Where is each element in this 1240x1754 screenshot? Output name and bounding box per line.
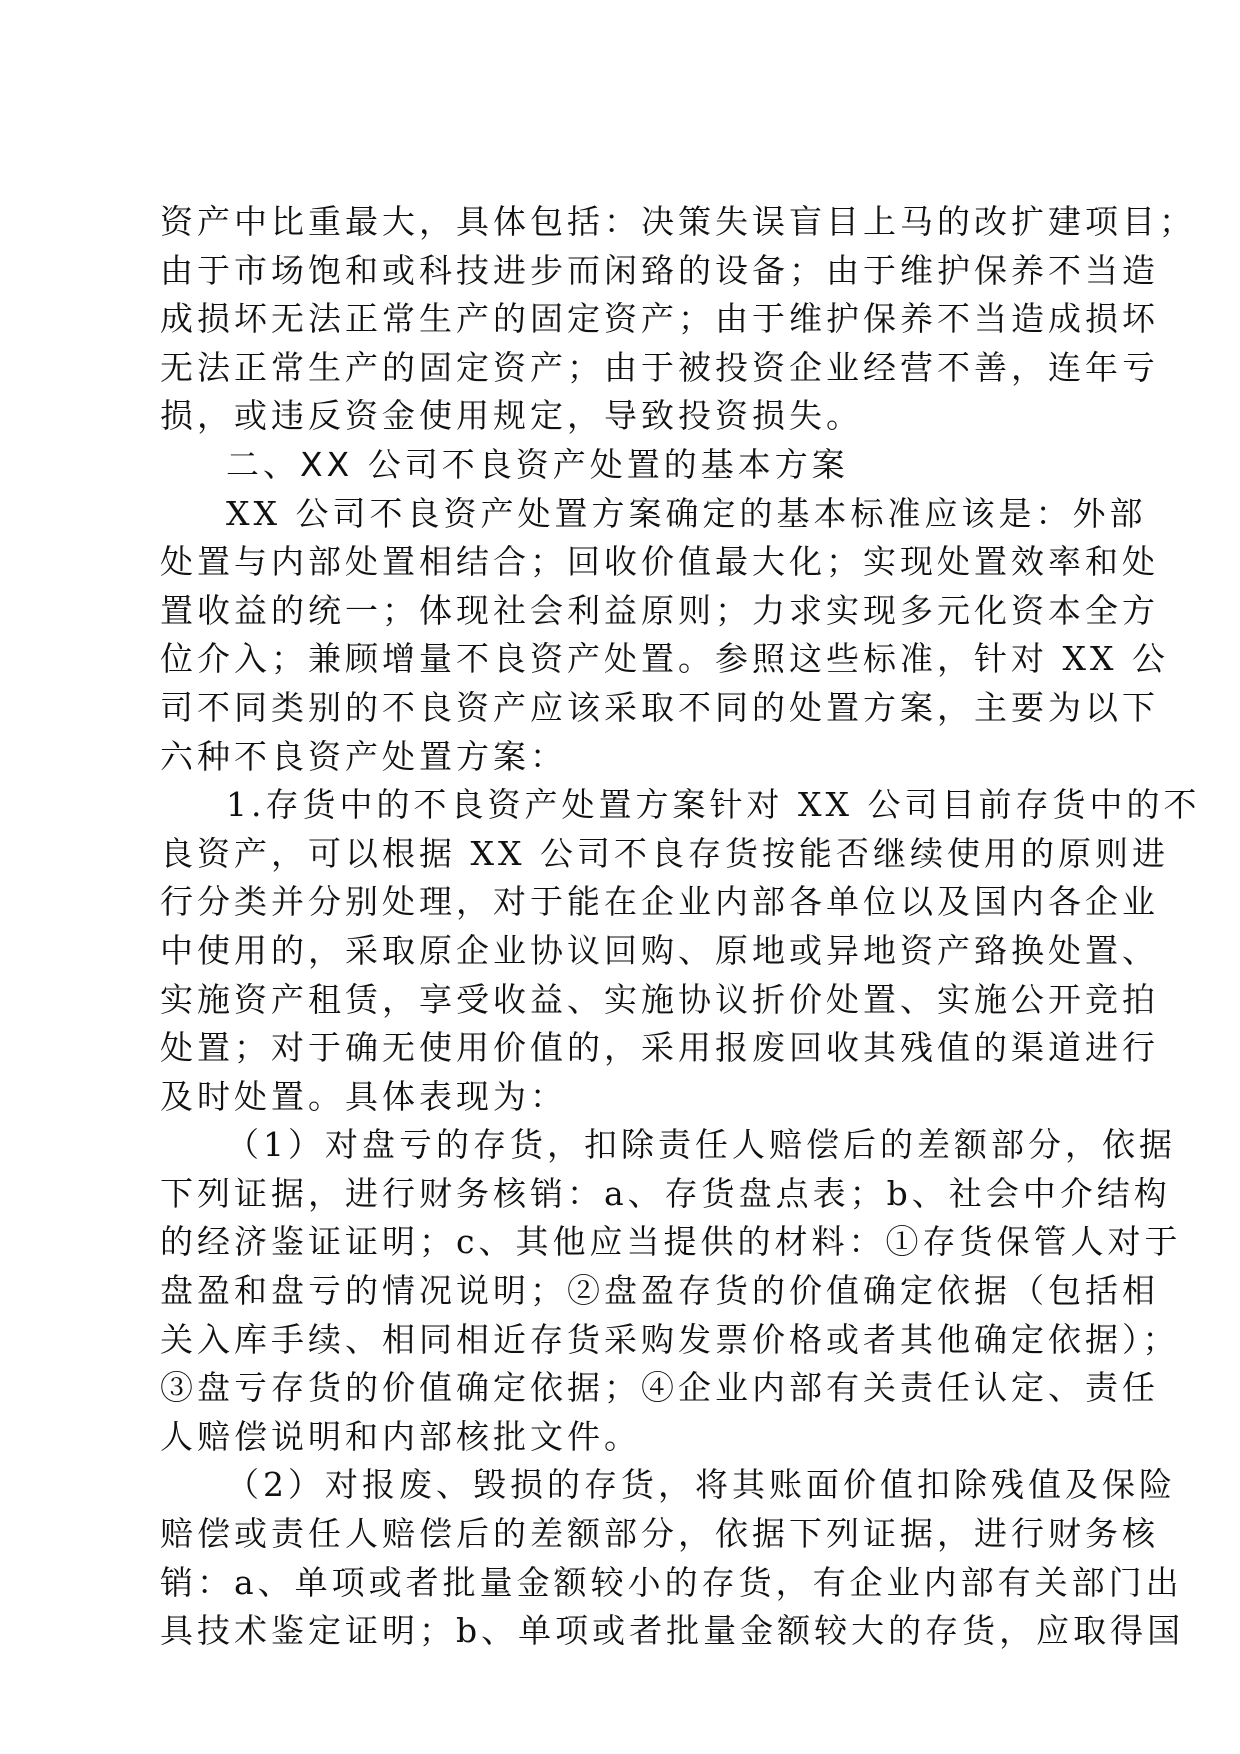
text-line: 置收益的统一；体现社会利益原则；力求实现多元化资本全方: [160, 590, 1159, 630]
text-line: 盘盈和盘亏的情况说明；②盘盈存货的价值确定依据（包括相: [160, 1271, 1159, 1311]
text-line: ③盘亏存货的价值确定依据；④企业内部有关责任认定、责任: [160, 1368, 1159, 1408]
text-line: 赔偿或责任人赔偿后的差额部分，依据下列证据，进行财务核: [160, 1514, 1159, 1554]
text-line: 成损坏无法正常生产的固定资产；由于维护保养不当造成损坏: [160, 299, 1159, 339]
text-line: 下列证据，进行财务核销：a、存货盘点表；b、社会中介结构: [160, 1173, 1171, 1213]
document-body: [160, 198, 1201, 1656]
paragraph-intro: [160, 198, 1196, 441]
text-line: 的经济鉴证证明；c、其他应当提供的材料：①存货保管人对于: [160, 1222, 1182, 1262]
text-line: （1）对盘亏的存货，扣除责任人赔偿后的差额部分，依据: [226, 1125, 1176, 1165]
text-line: 具技术鉴定证明；b、单项或者批量金额较大的存货，应取得国: [160, 1611, 1185, 1651]
text-line: 由于市场饱和或科技进步而闲臵的设备；由于维护保养不当造: [160, 250, 1159, 290]
text-line: 关入库手续、相同相近存货采购发票价格或者其他确定依据）；: [160, 1319, 1180, 1359]
paragraph-sub-item-2: [160, 1461, 1185, 1655]
text-line: 及时处置。具体表现为：: [160, 1076, 567, 1116]
text-line: （2）对报废、毁损的存货，将其账面价值扣除残值及保险: [226, 1465, 1176, 1505]
text-line: 处置与内部处置相结合；回收价值最大化；实现处置效率和处: [160, 542, 1159, 582]
paragraph-standards: [160, 490, 1169, 782]
text-line: 资产中比重最大，具体包括：决策失误盲目上马的改扩建项目；: [160, 202, 1196, 241]
text-line: 损，或违反资金使用规定，导致投资损失。: [160, 396, 863, 436]
text-line: 实施资产租赁，享受收益、实施协议折价处置、实施公开竞拍: [160, 979, 1159, 1019]
text-line: 良资产，可以根据 XX 公司不良存货按能否继续使用的原则进: [160, 833, 1169, 873]
text-line: 人赔偿说明和内部核批文件。: [160, 1416, 641, 1456]
text-line: 中使用的，采取原企业协议回购、原地或异地资产臵换处置、: [160, 930, 1159, 970]
text-line: 销：a、单项或者批量金额较小的存货，有企业内部有关部门出: [160, 1562, 1183, 1602]
paragraph-sub-item-1: [160, 1121, 1182, 1461]
text-line: 司不同类别的不良资产应该采取不同的处置方案，主要为以下: [160, 687, 1159, 727]
text-line: 1.存货中的不良资产处置方案针对 XX 公司目前存货中的不: [226, 785, 1201, 825]
text-line: 位介入；兼顾增量不良资产处置。参照这些标准，针对 XX 公: [160, 639, 1169, 679]
section-heading: 二、XX 公司不良资产处置的基本方案: [226, 444, 849, 484]
text-line: 处置；对于确无使用价值的，采用报废回收其残值的渠道进行: [160, 1028, 1159, 1068]
text-line: 无法正常生产的固定资产；由于被投资企业经营不善，连年亏: [160, 347, 1159, 387]
text-line: 行分类并分别处理，对于能在企业内部各单位以及国内各企业: [160, 882, 1159, 922]
paragraph-item-1: [160, 781, 1201, 1121]
text-line: 六种不良资产处置方案：: [160, 736, 567, 776]
text-line: XX 公司不良资产处置方案确定的基本标准应该是：外部: [226, 493, 1147, 533]
